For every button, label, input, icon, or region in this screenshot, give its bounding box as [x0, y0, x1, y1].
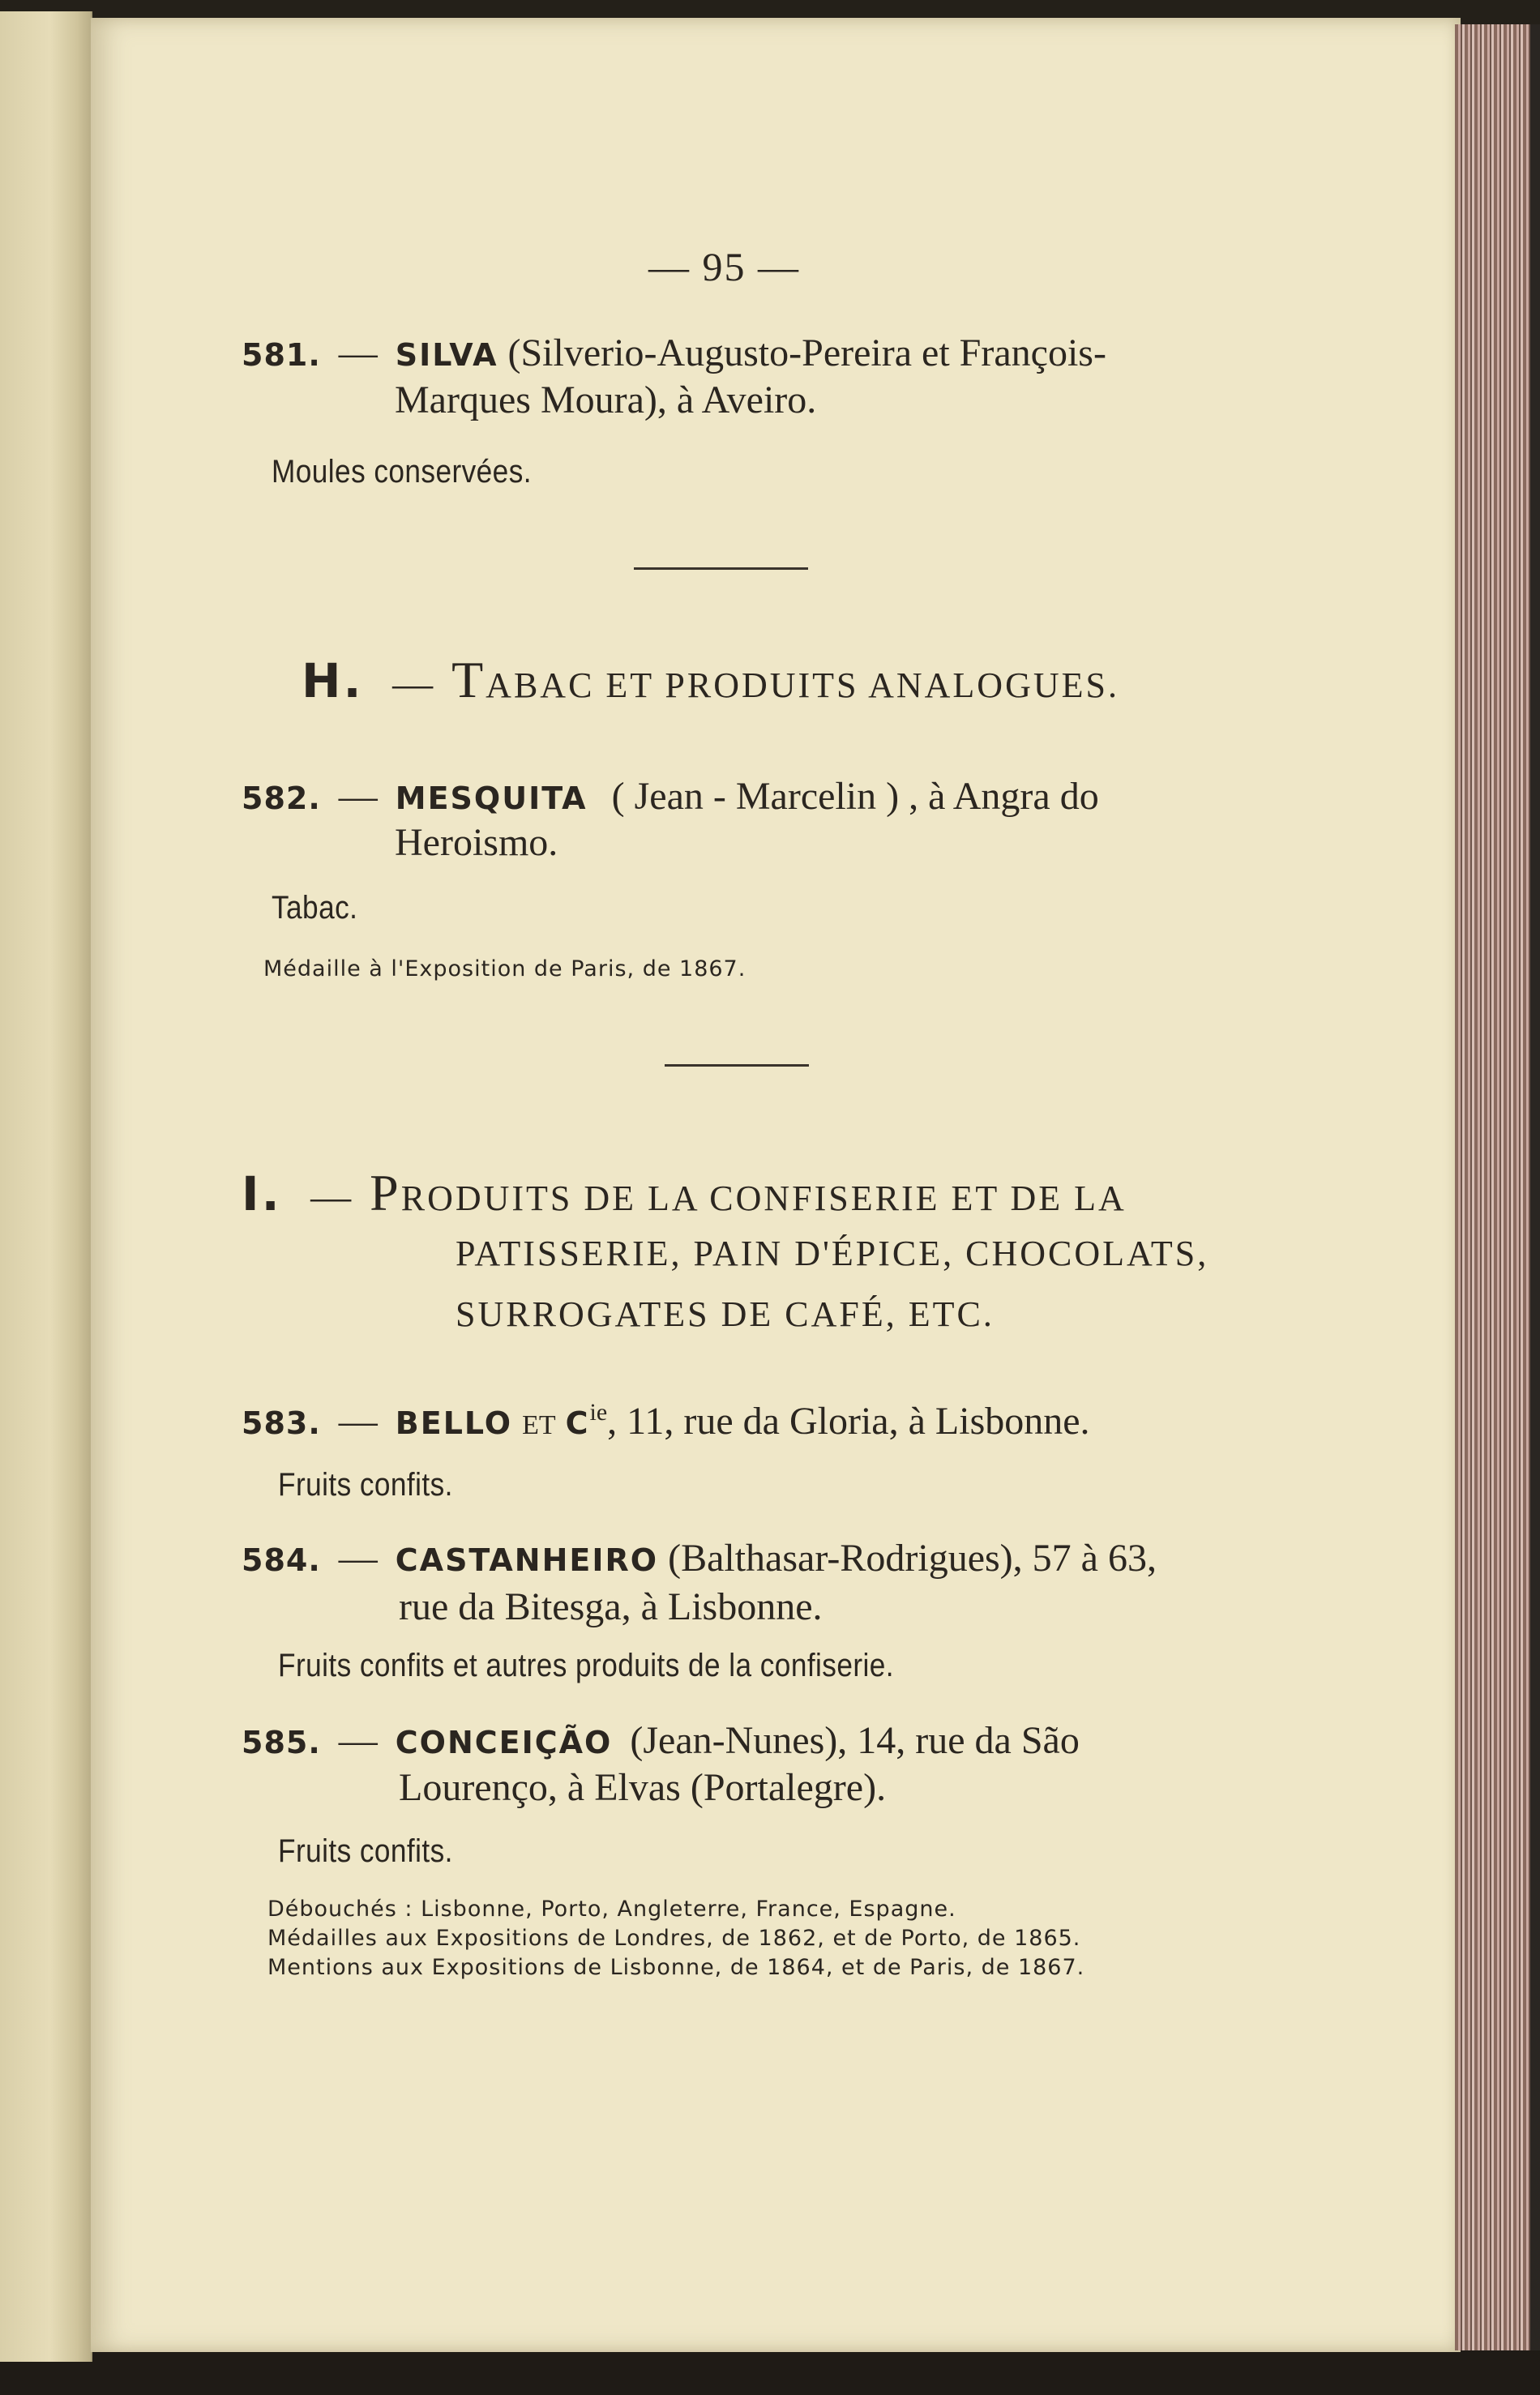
entry-585-line2: Lourenço, à Elvas (Portalegre).	[399, 1766, 887, 1809]
entry-dash: —	[338, 331, 378, 374]
section-i-line3	[456, 1289, 995, 1336]
entry-585-note-mentions: Mentions aux Expositions de Lisbonne, de 1864, et de Paris, de 1867.	[267, 1955, 1085, 1980]
entry-582-note: Médaille à l'Exposition de Paris, de 1867.	[263, 956, 746, 982]
section-divider	[634, 567, 808, 570]
entry-582-line2: Heroismo.	[395, 821, 558, 864]
entry-dash: —	[338, 775, 378, 818]
section-dash: —	[392, 661, 436, 706]
entry-583-line1	[242, 1399, 1090, 1443]
company-mark-sup: ie	[589, 1399, 608, 1426]
section-title-line: SURROGATES DE CAFÉ, ETC.	[456, 1294, 995, 1334]
entry-number: 584.	[242, 1542, 321, 1578]
entry-details: , 11, rue da Gloria, à Lisbonne.	[607, 1400, 1090, 1443]
section-letter: I.	[242, 1166, 282, 1221]
section-title-line: PATISSERIE, PAIN D'ÉPICE, CHOCOLATS,	[456, 1234, 1209, 1273]
book-gutter	[0, 11, 92, 2362]
section-i-heading	[242, 1163, 1127, 1223]
section-divider	[665, 1064, 809, 1067]
entry-details: (Jean-Nunes), 14, rue da São	[630, 1719, 1080, 1762]
entry-number: 583.	[242, 1405, 321, 1441]
entry-584-product: Fruits confits et autres produits de la confiserie.	[278, 1648, 895, 1683]
entry-details: (Balthasar-Rodrigues), 57 à 63,	[668, 1537, 1157, 1580]
company-mark: C	[565, 1405, 590, 1441]
entry-details: (Silverio-Augusto-Pereira et François-	[507, 331, 1106, 374]
exhibitor-name: SILVA	[395, 337, 498, 373]
entry-et: ET	[522, 1410, 556, 1440]
entry-584-line1	[242, 1536, 1157, 1580]
entry-582-product: Tabac.	[272, 890, 358, 926]
section-title-initial: P	[370, 1164, 401, 1221]
section-title-initial: T	[451, 651, 486, 708]
entry-dash: —	[338, 1400, 378, 1443]
entry-582-line1	[242, 774, 1099, 819]
entry-585-note-markets: Débouchés : Lisbonne, Porto, Angleterre, France, Espagne.	[267, 1897, 956, 1922]
exhibitor-name: BELLO	[395, 1405, 513, 1441]
entry-number: 581.	[242, 337, 321, 373]
entry-585-line1	[242, 1718, 1080, 1763]
entry-number: 585.	[242, 1725, 321, 1760]
section-h-heading	[302, 650, 1119, 710]
entry-dash: —	[338, 1719, 378, 1762]
page-edges	[1455, 24, 1540, 2350]
page-number: — 95 —	[648, 244, 800, 289]
entry-number: 582.	[242, 781, 321, 816]
section-title: RODUITS DE LA CONFISERIE ET DE LA	[400, 1178, 1127, 1218]
exhibitor-name: CASTANHEIRO	[395, 1542, 659, 1578]
entry-dash: —	[338, 1537, 378, 1580]
section-letter: H.	[302, 653, 364, 708]
entry-585-note-medals: Médailles aux Expositions de Londres, de 1862, et de Porto, de 1865.	[267, 1926, 1081, 1951]
entry-581-line1	[242, 331, 1106, 375]
entry-581-product: Moules conservées.	[272, 454, 532, 490]
exhibitor-name: CONCEIÇÃO	[395, 1725, 613, 1760]
section-i-line2	[456, 1228, 1208, 1275]
entry-581-line2: Marques Moura), à Aveiro.	[395, 378, 817, 421]
exhibitor-name: MESQUITA	[395, 781, 588, 816]
entry-584-line2: rue da Bitesga, à Lisbonne.	[399, 1585, 823, 1628]
entry-583-product: Fruits confits.	[278, 1467, 453, 1503]
entry-585-product: Fruits confits.	[278, 1833, 453, 1869]
section-dash: —	[310, 1174, 354, 1219]
section-title: ABAC ET PRODUITS ANALOGUES.	[486, 665, 1119, 705]
entry-details: ( Jean - Marcelin ) , à Angra do	[611, 775, 1099, 818]
